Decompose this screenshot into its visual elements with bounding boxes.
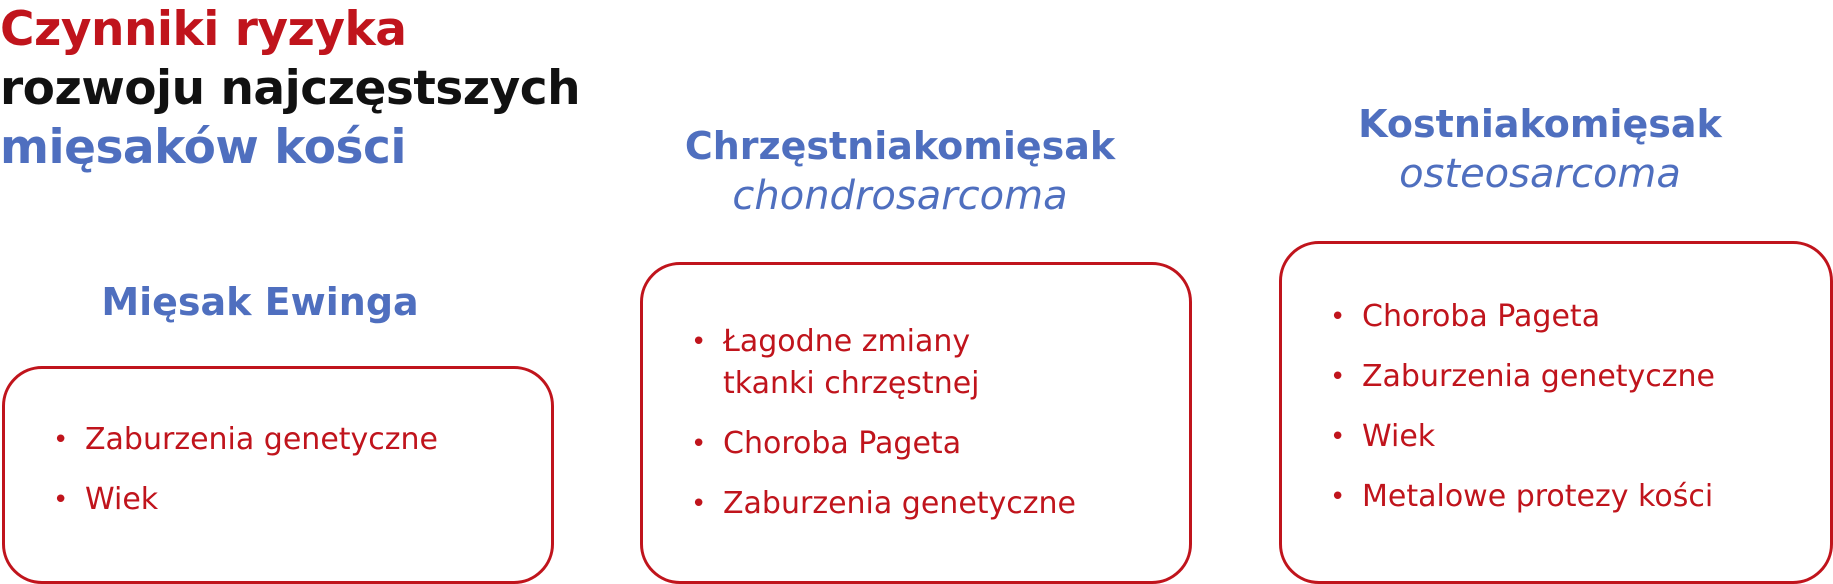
osteosarcoma-latin: osteosarcoma [1399, 151, 1681, 197]
ewing-risk-box [2, 366, 554, 584]
list-item: • Choroba Pageta [691, 426, 962, 461]
osteosarcoma-risk-list [1330, 296, 1810, 518]
list-item: • Zaburzenia genetyczne [1330, 359, 1715, 394]
page-title [0, 0, 580, 177]
chondrosarcoma-risk-list [691, 321, 1169, 525]
chondrosarcoma-heading [640, 122, 1160, 222]
osteosarcoma-risk-box [1279, 241, 1833, 584]
list-item: • Choroba Pageta [1330, 299, 1601, 334]
ewing-risk-list [53, 419, 531, 521]
chondrosarcoma-risk-box [640, 262, 1192, 584]
list-item: • Łagodne zmiany tkanki chrzęstnej [691, 324, 980, 401]
list-item: • Zaburzenia genetyczne [53, 422, 438, 457]
ewing-name: Mięsak Ewinga [101, 280, 419, 324]
title-line-1: Czynniki ryzyka [0, 2, 407, 57]
list-item: • Wiek [1330, 419, 1436, 454]
list-item: • Zaburzenia genetyczne [691, 486, 1076, 521]
title-line-2: rozwoju najczęstszych [0, 61, 581, 116]
ewing-heading [60, 278, 460, 326]
list-item: • Metalowe protezy kości [1330, 479, 1714, 514]
osteosarcoma-heading [1280, 100, 1800, 200]
chondrosarcoma-name: Chrzęstniakomięsak [684, 124, 1116, 168]
chondrosarcoma-latin: chondrosarcoma [732, 173, 1068, 219]
osteosarcoma-name: Kostniakomięsak [1358, 102, 1722, 146]
list-item: • Wiek [53, 482, 159, 517]
title-line-3: mięsaków kości [0, 120, 406, 175]
